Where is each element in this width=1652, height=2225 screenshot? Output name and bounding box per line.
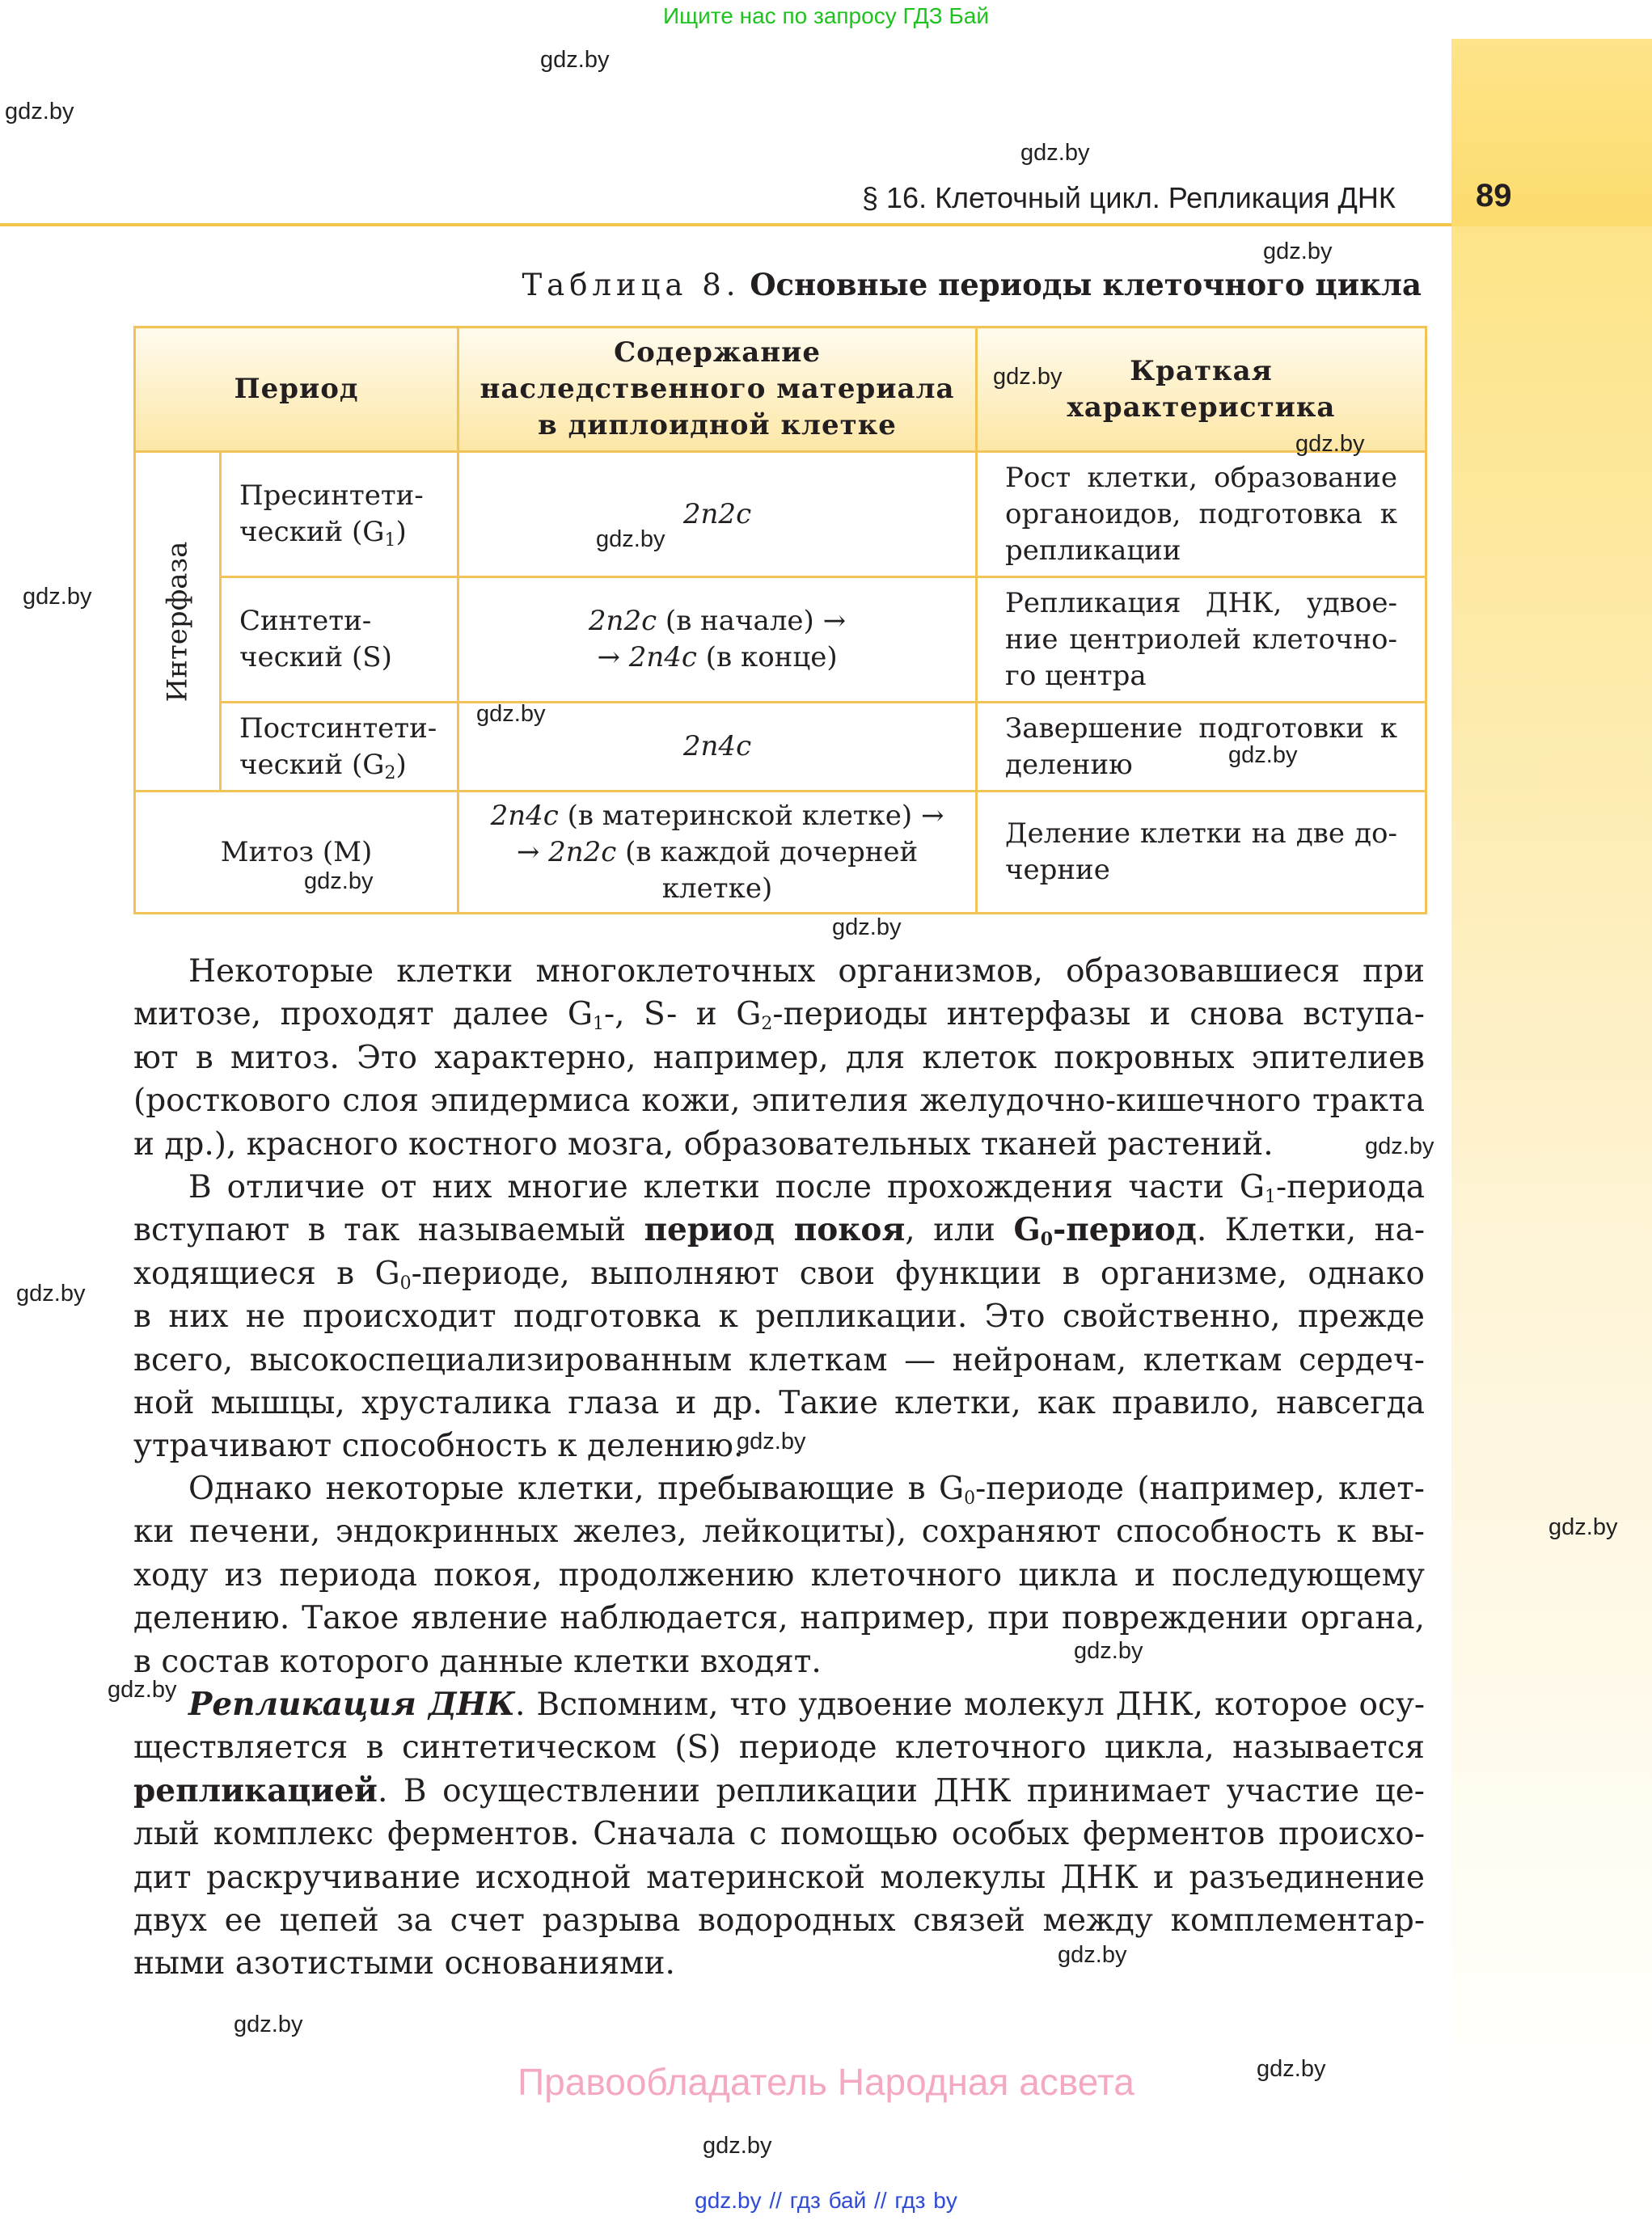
header-divider [0, 223, 1451, 226]
table-row [135, 577, 1426, 703]
watermark: gdz.by [1257, 2056, 1326, 2082]
table-row [135, 452, 1426, 577]
watermark: gdz.by [234, 2012, 303, 2037]
watermark: gdz.by [304, 868, 374, 894]
watermark: gdz.by [596, 526, 665, 552]
watermark: gdz.by [1020, 140, 1090, 166]
watermark: gdz.by [1058, 1942, 1127, 1968]
watermark: gdz.by [1074, 1638, 1143, 1664]
interphase-label: Интерфаза [161, 541, 193, 702]
top-banner[interactable]: Ищите нас по запросу ГДЗ Бай [662, 3, 990, 28]
watermark: gdz.by [703, 2133, 772, 2159]
content-g2: 2n4c [458, 703, 977, 792]
paragraph-3: Однако некоторые клетки, пребывающие в $G_0$-периоде (например, клет- ки печени, эндокринных желез, лейкоциты), сохраняют способность к вы- ходу из периода покоя, продолжению клеточного цикла и последующему делению. Такое явление наблюдается, например, при повреждении органа, в состав которого данные клетки входят. [133, 1471, 1425, 1680]
copyright-notice: Правообладатель Народная асвета [518, 2061, 1134, 2103]
paragraph-4: Репликация ДНК. Вспомним, что удвоение молекул ДНК, которое осу- ществляется в синтетическом (S) периоде клеточного цикла, называется репликацией. В осуществлении репликации ДНК принимает участие це- лый комплекс ферментов. Сначала с помощью особых ферментов происхо- дит раскручивание исходной материнской молекулы ДНК и разъединение двух ее цепей за счет разрыва водородных связей между комплементар- ными азотистыми основаниями. [133, 1686, 1425, 1982]
watermark: gdz.by [993, 364, 1063, 390]
cell-cycle-table [133, 326, 1427, 914]
char-mitosis: Деление клетки на две до- черние [977, 792, 1426, 914]
watermark: gdz.by [16, 1281, 86, 1307]
bottom-links[interactable]: gdz.by // гдз бай // гдз by [695, 2188, 957, 2213]
term-replication: репликацией [133, 1771, 378, 1809]
watermark: gdz.by [737, 1429, 806, 1454]
page-number: 89 [1476, 178, 1512, 213]
watermark: gdz.by [540, 47, 610, 73]
watermark: gdz.by [1228, 742, 1298, 768]
watermark: gdz.by [5, 99, 74, 125]
watermark: gdz.by [1263, 239, 1333, 264]
interphase-cell [135, 452, 221, 792]
table-caption-label: Таблица 8. [522, 268, 741, 302]
period-g1: Пресинтети- ческий $(G_1)$ [221, 452, 458, 577]
watermark: gdz.by [23, 584, 92, 610]
watermark: gdz.by [1548, 1514, 1618, 1540]
header-characteristic: Краткая характеристика [977, 327, 1426, 452]
content-g1: 2n2c [458, 452, 977, 577]
period-s: Синтети- ческий (S) [221, 577, 458, 703]
watermark: gdz.by [1365, 1134, 1434, 1159]
period-g2: Постсинтети- ческий $(G_2)$ [221, 703, 458, 792]
watermark: gdz.by [832, 914, 902, 940]
table-caption [522, 267, 1422, 302]
char-g1: Рост клетки, образование органоидов, подготовка к репликации [977, 452, 1426, 577]
content-s: 2n2c (в начале) → → 2n4c (в конце) [458, 577, 977, 703]
watermark: gdz.by [108, 1677, 177, 1703]
paragraph-1: Некоторые клетки многоклеточных организмов, образовавшиеся при митозе, проходят далее $G_1-$, S- и $G_2$-периоды интерфазы и снова вступа- ют в митоз. Это характерно, например, для клеток покровных эпителиев (росткового слоя эпидермиса кожи, эпителия желудочно-кишечного тракта и др.), красного костного мозга, образовательных тканей растений. [133, 953, 1425, 1163]
content-mitosis: 2n4c (в материнской клетке) → → 2n2c (в каждой дочерней клетке) [458, 792, 977, 914]
char-s: Репликация ДНК, удвое- ние центриолей клеточно- го центра [977, 577, 1426, 703]
period-mitosis: Митоз (М) [135, 792, 458, 914]
char-g2: Завершение подготовки к делению [977, 703, 1426, 792]
term-rest-period: период покоя [644, 1211, 906, 1249]
side-strip [1451, 39, 1652, 2225]
watermark: gdz.by [476, 701, 546, 727]
term-g0-period: $G_0$-период [1013, 1211, 1197, 1251]
header-period: Период [135, 327, 458, 452]
header-content: Содержание наследственного материала в диплоидной клетке [458, 327, 977, 452]
term-dna-replication: Репликация ДНК [188, 1686, 515, 1723]
running-header: § 16. Клеточный цикл. Репликация ДНК [862, 181, 1396, 214]
table-caption-title: Основные периоды клеточного цикла [750, 267, 1422, 302]
watermark: gdz.by [1295, 431, 1365, 457]
paragraph-2: В отличие от них многие клетки после прохождения части $G_1$-периода вступают в так называемый период покоя, или $G_0$-период. Клетки, на- ходящиеся в $G_0$-периоде, выполняют свои функции в организме, однако в них не происходит подготовка к репликации. Это свойственно, прежде всего, высокоспециализированным клеткам — нейронам, клеткам сердеч- ной мышцы, хрусталика глаза и др. Такие клетки, как правило, навсегда утрачивают способность к делению. [133, 1169, 1426, 1465]
